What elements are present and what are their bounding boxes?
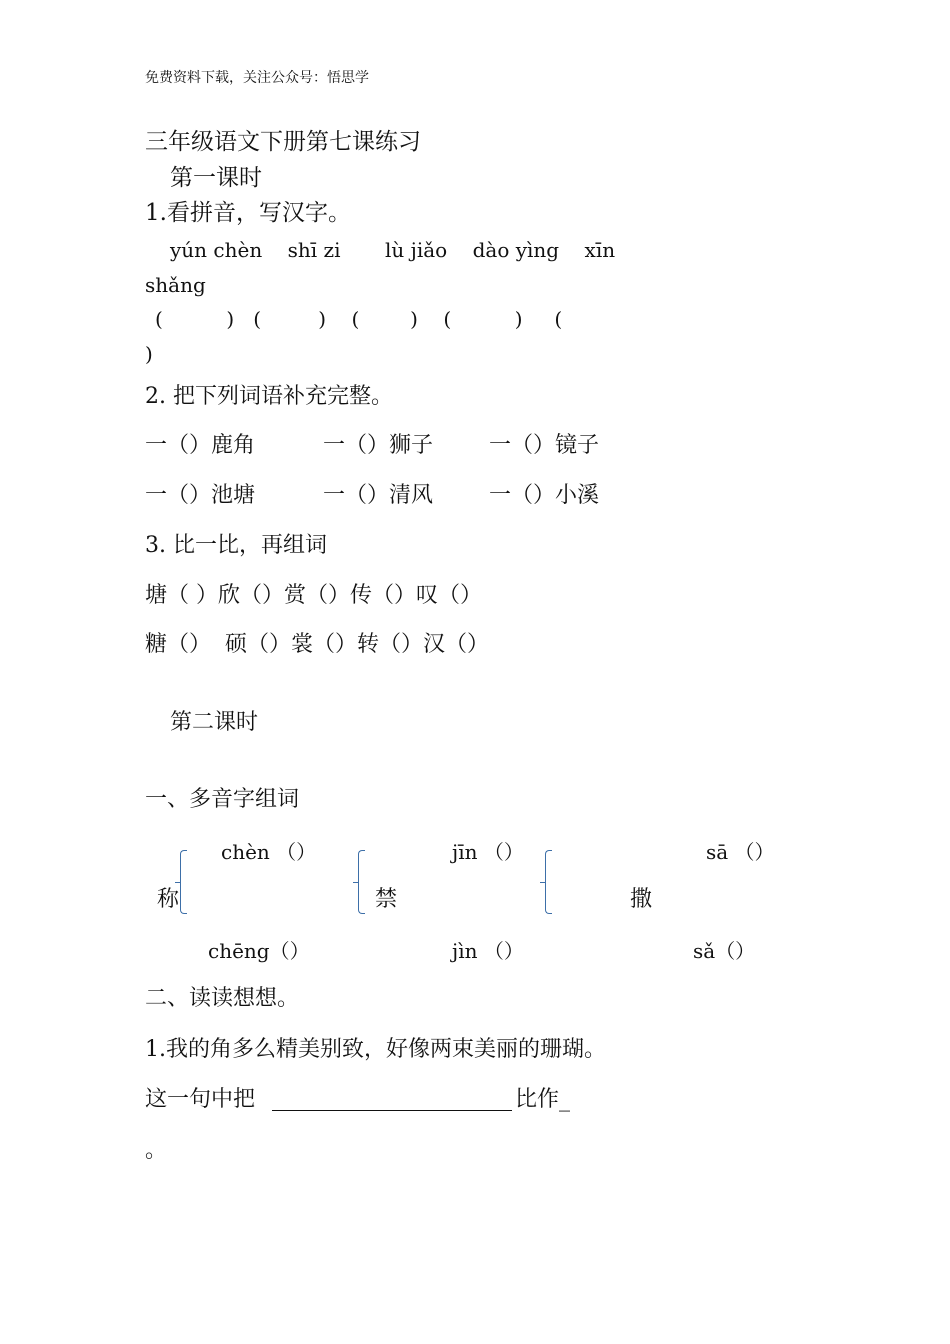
- q3-prompt: 3. 比一比，再组词: [145, 533, 327, 558]
- brace-2: [358, 850, 365, 914]
- polyphone-char-2: 禁: [375, 887, 398, 912]
- q3-row1: 塘（ ）欣（）赏（）传（）叹（）: [145, 583, 482, 608]
- q2-prompt: 2. 把下列词语补充完整。: [145, 384, 393, 409]
- part2-sentence: 1.我的角多么精美别致，好像两束美丽的珊瑚。: [145, 1037, 606, 1062]
- fill-end: 。: [145, 1138, 168, 1163]
- q1-pinyin-line1: yún chèn shī zi lù jiǎo dào yìng xīn: [170, 238, 616, 262]
- fill-prefix: 这一句中把: [145, 1087, 256, 1112]
- polyphone-1-top: chèn （）: [221, 840, 317, 864]
- q1-pinyin-line2: shǎng: [145, 273, 206, 297]
- fill-mid: 比作_: [515, 1087, 571, 1112]
- q2-row2-item3: 一（）小溪: [489, 483, 600, 508]
- q3-row2: 糖（） 硕（）裳（）转（）汉（）: [145, 632, 489, 657]
- q2-row1-item2: 一（）狮子: [323, 433, 434, 458]
- page-header: 免费资料下载，关注公众号：悟思学: [145, 70, 369, 86]
- polyphone-2-bottom: jìn （）: [452, 939, 524, 963]
- q1-paren-line2: ): [145, 342, 153, 366]
- polyphone-3-top: sā （）: [706, 840, 775, 864]
- q1-prompt: 1.看拼音，写汉字。: [145, 200, 351, 226]
- brace-3: [545, 850, 552, 914]
- page-title: 三年级语文下册第七课练习: [145, 129, 421, 155]
- polyphone-char-3: 撒: [630, 887, 653, 912]
- q2-row1-item3: 一（）镜子: [489, 433, 600, 458]
- lesson-one-heading: 第一课时: [170, 165, 262, 191]
- q1-paren-line1: ( ) ( ) ( ) ( ) (: [155, 307, 563, 331]
- q2-row2-item1: 一（）池塘: [145, 483, 256, 508]
- polyphone-1-bottom: chēng（）: [208, 939, 310, 963]
- q2-row2-item2: 一（）清风: [323, 483, 434, 508]
- part2-prompt: 二、读读想想。: [145, 986, 300, 1011]
- polyphone-3-bottom: sǎ（）: [693, 939, 756, 963]
- q2-row1-item1: 一（）鹿角: [145, 433, 256, 458]
- polyphone-char-1: 称: [157, 887, 180, 912]
- fill-blank-1[interactable]: [272, 1088, 512, 1111]
- lesson-two-heading: 第二课时: [170, 710, 259, 735]
- brace-1: [180, 850, 187, 914]
- part1-prompt: 一、多音字组词: [145, 787, 300, 812]
- polyphone-2-top: jīn （）: [452, 840, 524, 864]
